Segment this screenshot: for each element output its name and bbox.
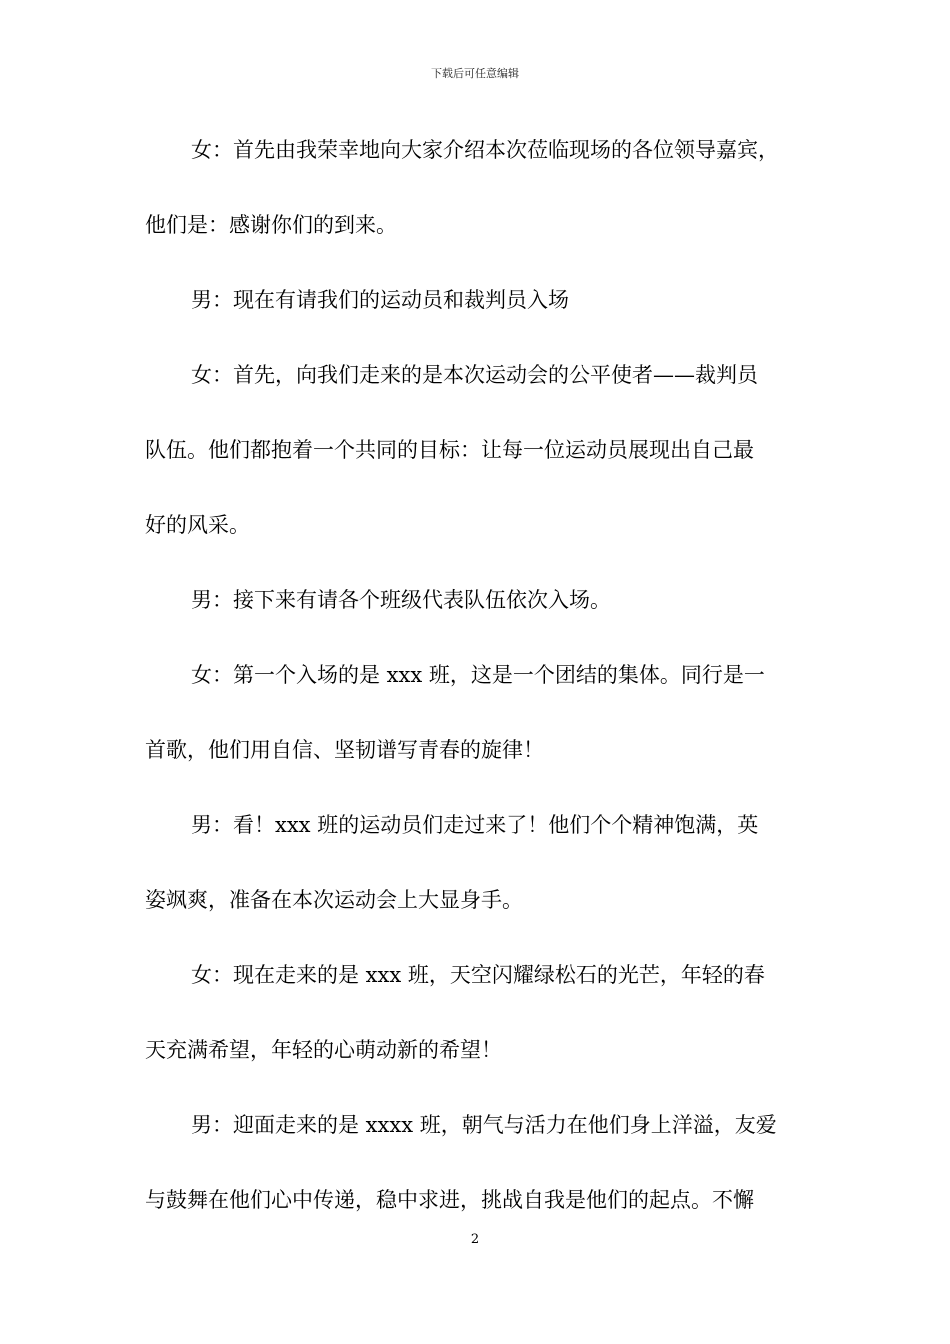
text-line: 好的风采。 xyxy=(145,513,250,537)
text-line: 天充满希望，年轻的心萌动新的希望！ xyxy=(145,1038,502,1062)
text-line: 他们是：感谢你们的到来。 xyxy=(145,213,397,237)
text-line: 男：看！xxx 班的运动员们走过来了！他们个个精神饱满，英 xyxy=(191,813,759,837)
text-line: 队伍。他们都抱着一个共同的目标：让每一位运动员展现出自己最 xyxy=(145,438,754,462)
text-line: 女：现在走来的是 xxx 班，天空闪耀绿松石的光芒，年轻的春 xyxy=(191,963,765,987)
text-line: 姿飒爽，准备在本次运动会上大显身手。 xyxy=(145,888,523,912)
page-header: 下载后可任意编辑 xyxy=(431,67,519,80)
text-line: 男：迎面走来的是 xxxx 班，朝气与活力在他们身上洋溢，友爱 xyxy=(191,1113,777,1137)
text-line: 女：首先由我荣幸地向大家介绍本次莅临现场的各位领导嘉宾， xyxy=(191,138,779,162)
text-line: 男：接下来有请各个班级代表队伍依次入场。 xyxy=(191,588,611,612)
text-line: 与鼓舞在他们心中传递，稳中求进，挑战自我是他们的起点。不懈 xyxy=(145,1188,754,1212)
text-line: 首歌，他们用自信、坚韧谱写青春的旋律！ xyxy=(145,738,544,762)
text-line: 女：首先，向我们走来的是本次运动会的公平使者——裁判员 xyxy=(191,363,758,387)
page-number: 2 xyxy=(470,1232,480,1247)
text-line: 男：现在有请我们的运动员和裁判员入场 xyxy=(191,288,569,312)
text-line: 女：第一个入场的是 xxx 班，这是一个团结的集体。同行是一 xyxy=(191,663,765,687)
